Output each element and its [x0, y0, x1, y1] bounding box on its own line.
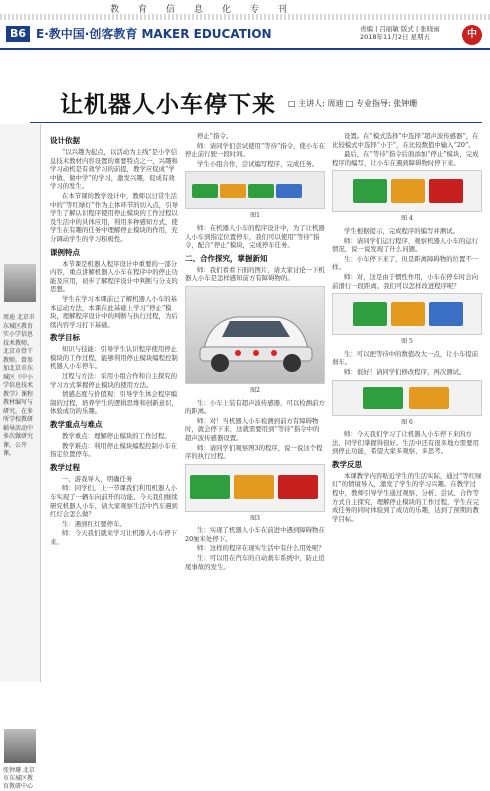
- program-block: [391, 179, 425, 203]
- paragraph: 最后，在“等待”指令后面添加“停止”模块，完成程序的编写，让小车在遇到障碍物时停下来。: [332, 150, 479, 167]
- section-heading: 教学目标: [50, 333, 80, 343]
- section-heading: 课例特点: [50, 247, 80, 257]
- figure-program-blocks: [185, 171, 325, 209]
- section-heading: 教学重点与难点: [50, 420, 103, 430]
- figure-caption: 图3: [250, 514, 260, 522]
- program-block: [276, 184, 302, 198]
- paragraph: 师：对！当机器人小车检测到前方有障碍物时，就会停下来，这就需要用到“等待”指令中的超声波传感器设置。: [185, 416, 320, 442]
- program-block: [192, 184, 218, 198]
- advisor-photo: [4, 729, 36, 763]
- paragraph: 生：可以把等待中的数值改大一点，让小车提前刹车。: [332, 349, 479, 367]
- author-bio: 周迪 北京市东城区教育实小学信息技术教师，北京市骨干教师。曾参加北京市东城区《中小学信息技术教学》课程教材编写与研究，在多所学校教研辅导活动中多次做研究课、公开课。: [3, 314, 35, 457]
- figure-caption: 图1: [250, 212, 260, 220]
- paragraph: 知识与技能：引导学生认识程序使用停止模块的工作过程，能够利用停止模块编程控制机器人小车停车。: [50, 345, 178, 371]
- author-sidebar: [0, 124, 41, 790]
- program-block: [220, 184, 246, 198]
- paragraph: 生：小车停下来了，但是距离障碍物的位置不一样。: [332, 254, 479, 272]
- paragraph: 师：请同学们运行程序，观察机器人小车的运行情况，说一说发现了什么问题。: [332, 236, 479, 254]
- paragraph: 师：很好！请同学们修改程序，再次测试。: [344, 367, 466, 376]
- paragraph: 本课教学内容贴近学生的生活实际，通过“等红绿灯”的情境导入，激发了学生的学习兴趣。在教学过程中，教师引导学生通过观察、分析、尝试、合作等方式自主探究，理解停止模块的工作过程，学生在完成任务的同时体验到了成功的乐趣，达到了预期的教学目标。: [332, 471, 482, 523]
- program-block: [234, 475, 274, 499]
- figure-caption: 图 4: [401, 215, 413, 223]
- program-block: [353, 179, 387, 203]
- paragraph: 在本节课的教学设计中，教师以日常生活中的“等红绿灯”作为主体环节的切入点，引导学生了解认识程序使用停止模块的工作过程以及生活中的具体应用，利用多种感知方式，使学生在有趣的任务中理解停止模块的作用，充分调动学生的学习积极性。: [50, 191, 178, 243]
- article-byline: □ 主讲人: 周迪 □ 专业指导: 张钟珊: [288, 99, 418, 108]
- car-illustration: [186, 287, 324, 381]
- paragraph: “以兴趣为起点，以活动为主线”是小学信息技术教材内容设置的重要特点之一，兴趣和学习动机是有效学习的前提，教学应促成“学中做、做中学”的学习，激发兴趣，促成有效学习的发生。: [50, 148, 178, 191]
- paragraph: 生：可以用在汽车的自动刹车系统中，防止追尾事故的发生。: [185, 554, 325, 571]
- paragraph: 师：今天我们就来学习让机器人小车停下来。: [50, 529, 178, 546]
- paragraph: 生：实现了机器人小车在前进中遇到障碍物在20厘米处停下。: [185, 526, 325, 543]
- paragraph: 师：我们看看下面的图片，请大家讨论一下机器人小车是怎样感知前方有障碍物的。: [185, 265, 325, 283]
- section-heading: 设计依据: [50, 136, 80, 145]
- article-column-2: [185, 132, 325, 680]
- paragraph: 学生根据提示，完成程序的编写并测试。: [344, 226, 460, 235]
- article-column-3: [332, 132, 482, 680]
- publication-logo: 中: [462, 25, 482, 45]
- paragraph: 教学难点：利用停止模块编程控制小车在指定位置停车。: [50, 441, 178, 459]
- header-meta: [360, 25, 440, 41]
- paragraph: 停止”指令。: [197, 132, 233, 140]
- program-block: [353, 302, 387, 326]
- section-title: E·教中国·创客教育 MAKER EDUCATION: [36, 27, 272, 41]
- figure-caption: 图 6: [401, 418, 413, 426]
- band-text: 教育信息化专刊: [110, 5, 307, 15]
- paragraph: 师：在机器人小车的程序设计中，为了让机器人小车到指定位置停车，我们可以使用“等待”指令，配合“停止”模块，完成停车任务。: [185, 223, 325, 250]
- paragraph: 师：请同学们尝试使用“等待”指令，使小车在停止前行驶一段时间。: [185, 141, 325, 159]
- article-column-1: [50, 132, 178, 680]
- paragraph: 一、游戏导入，明确任务: [62, 474, 133, 483]
- figure-program-blocks: [332, 170, 482, 212]
- figure-car-photo: [185, 286, 325, 384]
- section-heading: 二、合作探究，掌握新知: [185, 253, 268, 263]
- program-block: [429, 179, 463, 203]
- paragraph: 生：遇到红灯要停车。: [62, 519, 126, 528]
- section-heading: 教学过程: [50, 462, 80, 472]
- paragraph: 学生小组合作，尝试编写程序，完成任务。: [197, 159, 319, 168]
- page-header: [0, 22, 490, 50]
- paragraph: 学生在学习本课前已了解机器人小车的基本运动方法，本课在此基础上学习“停止”模块，理解程序设计中的判断与执行过程，为后续内容学习打下基础。: [50, 294, 178, 329]
- program-block: [278, 475, 318, 499]
- masthead-band: [0, 0, 490, 22]
- issue-date: 2018年11月2日 星期五: [360, 33, 431, 41]
- section-heading: 教学反思: [332, 459, 362, 469]
- paragraph: 师：这样的程序在现实生活中有什么用处呢？: [197, 544, 325, 553]
- program-block: [363, 387, 403, 409]
- paragraph: 过程与方法：采用小组合作和自主探究的学习方式掌握停止模块的使用方法。: [50, 372, 178, 389]
- figure-caption: 图 5: [401, 338, 413, 346]
- editor-credit: 责编 | 吕丽敏 版式 | 张晓雨: [360, 25, 440, 33]
- paragraph: 师：对，这是由于惯性作用，小车在停车时会向前滑行一段距离。我们可以怎样改进程序呢？: [332, 272, 479, 290]
- page-tag: B6: [6, 26, 30, 42]
- article-headline: 让机器人小车停下来: [60, 92, 276, 118]
- paragraph: 设置。在“模式选择”中选择“超声波传感器”，在比较模式中选择“小于”，在比较数值中输入“20”。: [332, 132, 479, 149]
- paragraph: 本节课是机器人程序设计中重要的一部分内容，重点讲解机器人小车在程序中的停止功能及应用，初步了解程序设计中判断与分支的思想。: [50, 259, 178, 294]
- program-block: [391, 302, 425, 326]
- paragraph: 师：同学们，上一节课我们利用机器人小车实现了一辆车向前开的功能。今天我们继续研究机器人小车，请大家观察生活中汽车遇到红灯会怎么做？: [50, 484, 178, 519]
- headline-rule: [30, 122, 482, 123]
- figure-program-blocks: [332, 380, 482, 416]
- advisor-bio: 张钟珊 北京市东城区教育教研中心: [3, 767, 35, 790]
- program-block: [190, 475, 230, 499]
- figure-program-blocks: [185, 464, 325, 512]
- paragraph: 师：今天我们学习了让机器人小车停下来的方法，同学们掌握得很好。生活中还有很多地方需要用到停止功能，希望大家多观察、多思考。: [332, 430, 479, 456]
- paragraph: 教学重点：理解停止模块的工作过程。: [62, 432, 171, 441]
- figure-caption: 图2: [250, 386, 260, 394]
- paragraph: 师：请同学们观察图3的程序，说一说这个程序的执行过程。: [185, 443, 323, 461]
- paragraph: 情感态度与价值观：引导学生体会程序编制的过程，培养学生的逻辑思维和创新意识，体验成功的乐趣。: [50, 390, 178, 416]
- program-block: [429, 302, 463, 326]
- author-photo: [4, 264, 36, 302]
- program-block: [248, 184, 274, 198]
- program-block: [409, 387, 449, 409]
- paragraph: 生：小车上装有超声波传感器，可以检测前方的距离。: [185, 398, 325, 416]
- figure-program-blocks: [332, 293, 482, 335]
